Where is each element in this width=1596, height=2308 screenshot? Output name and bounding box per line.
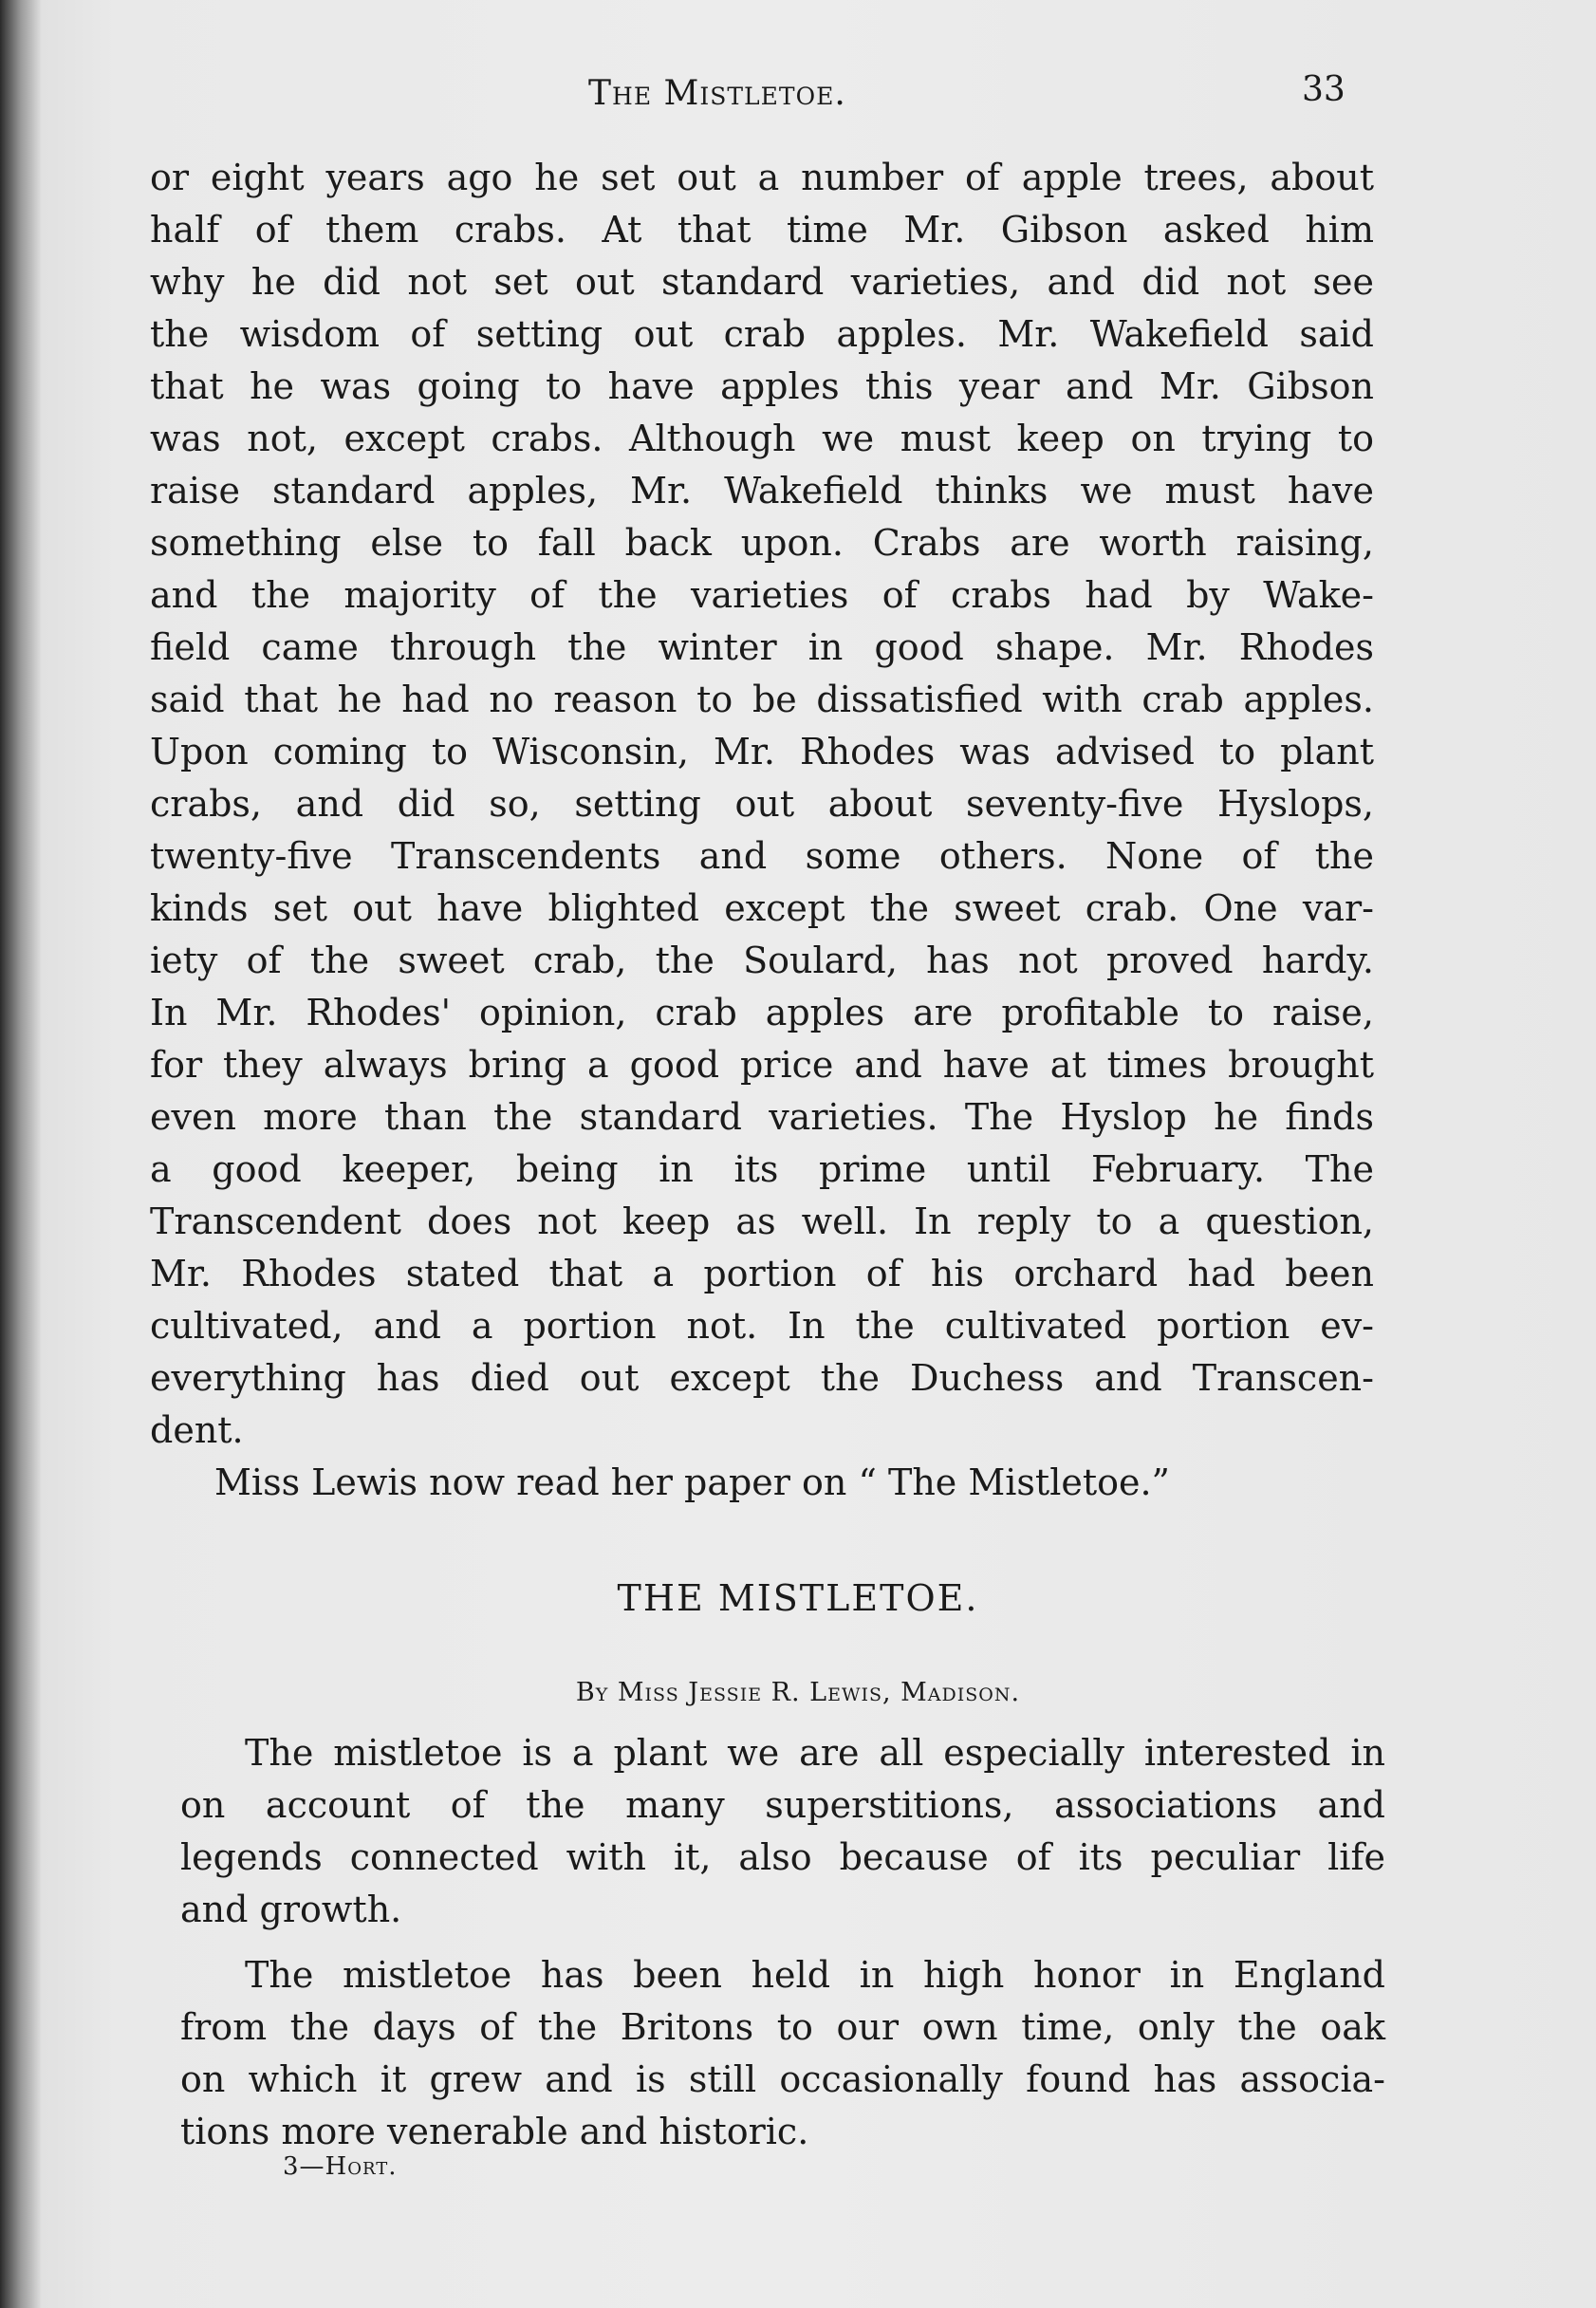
text-line: for they always bring a good price and have at times brought (150, 1044, 1374, 1086)
paragraph-gap (180, 1936, 1385, 1949)
text-line: Mr. Rhodes stated that a portion of his orchard had been (150, 1253, 1374, 1294)
paragraph-1-line: on account of the many superstitions, associations and (180, 1784, 1385, 1826)
paragraph-1-line: legends connected with it, also because of its peculiar life (180, 1836, 1385, 1878)
text-line: the wisdom of setting out crab apples. Mr. Wakefield said (150, 313, 1374, 355)
signature-mark: 3—Hort. (283, 2152, 398, 2181)
article-body (180, 1727, 1385, 2158)
discussion-text (150, 152, 1374, 1509)
paragraph-2-line: on which it grew and is still occasionally found has associa- (180, 2058, 1385, 2100)
text-line: said that he had no reason to be dissatisfied with crab apples. (150, 679, 1374, 720)
text-line: why he did not set out standard varieties, and did not see (150, 261, 1374, 303)
paragraph-2-line: The mistletoe has been held in high honor in England (245, 1954, 1385, 1996)
paragraph-2-line: tions more venerable and historic. (180, 2111, 809, 2152)
text-line: twenty-five Transcendents and some others. None of the (150, 835, 1374, 877)
text-line: crabs, and did so, setting out about seventy-five Hyslops, (150, 783, 1374, 825)
text-line: half of them crabs. At that time Mr. Gibson asked him (150, 209, 1374, 251)
text-line: something else to fall back upon. Crabs are worth raising, (150, 522, 1374, 564)
running-header (0, 70, 1596, 121)
text-line: dent. (150, 1409, 244, 1451)
text-line: or eight years ago he set out a number of apple trees, about (150, 157, 1374, 198)
text-line: raise standard apples, Mr. Wakefield thinks we must have (150, 470, 1374, 512)
text-line: was not, except crabs. Although we must keep on trying to (150, 418, 1374, 459)
text-line: even more than the standard varieties. The Hyslop he finds (150, 1096, 1374, 1138)
text-line: Upon coming to Wisconsin, Mr. Rhodes was advised to plant (150, 731, 1374, 772)
paragraph-1-line: and growth. (180, 1889, 402, 1930)
paragraph-2-line: from the days of the Britons to our own time, only the oak (180, 2006, 1385, 2048)
text-line: In Mr. Rhodes' opinion, crab apples are profitable to raise, (150, 992, 1374, 1033)
text-line: that he was going to have apples this year and Mr. Gibson (150, 365, 1374, 407)
text-line: field came through the winter in good shape. Mr. Rhodes (150, 626, 1374, 668)
page-number: 33 (1302, 70, 1345, 109)
closing-line: Miss Lewis now read her paper on “ The Mistletoe.” (214, 1461, 1170, 1503)
text-line: Transcendent does not keep as well. In reply to a question, (150, 1201, 1374, 1242)
running-title: The Mistletoe. (588, 74, 846, 113)
text-line: everything has died out except the Duchess and Transcen- (150, 1357, 1374, 1399)
text-line: cultivated, and a portion not. In the cultivated portion ev- (150, 1305, 1374, 1347)
text-line: a good keeper, being in its prime until February. The (150, 1148, 1374, 1190)
article-byline: By Miss Jessie R. Lewis, Madison. (575, 1678, 1021, 1707)
article-title: THE MISTLETOE. (617, 1577, 979, 1619)
text-line: iety of the sweet crab, the Soulard, has not proved hardy. (150, 940, 1374, 981)
text-line: kinds set out have blighted except the sweet crab. One var- (150, 887, 1374, 929)
book-spine-shadow (0, 0, 42, 2308)
paragraph-1-line: The mistletoe is a plant we are all especially interested in (245, 1732, 1385, 1774)
text-line: and the majority of the varieties of crabs had by Wake- (150, 574, 1374, 616)
